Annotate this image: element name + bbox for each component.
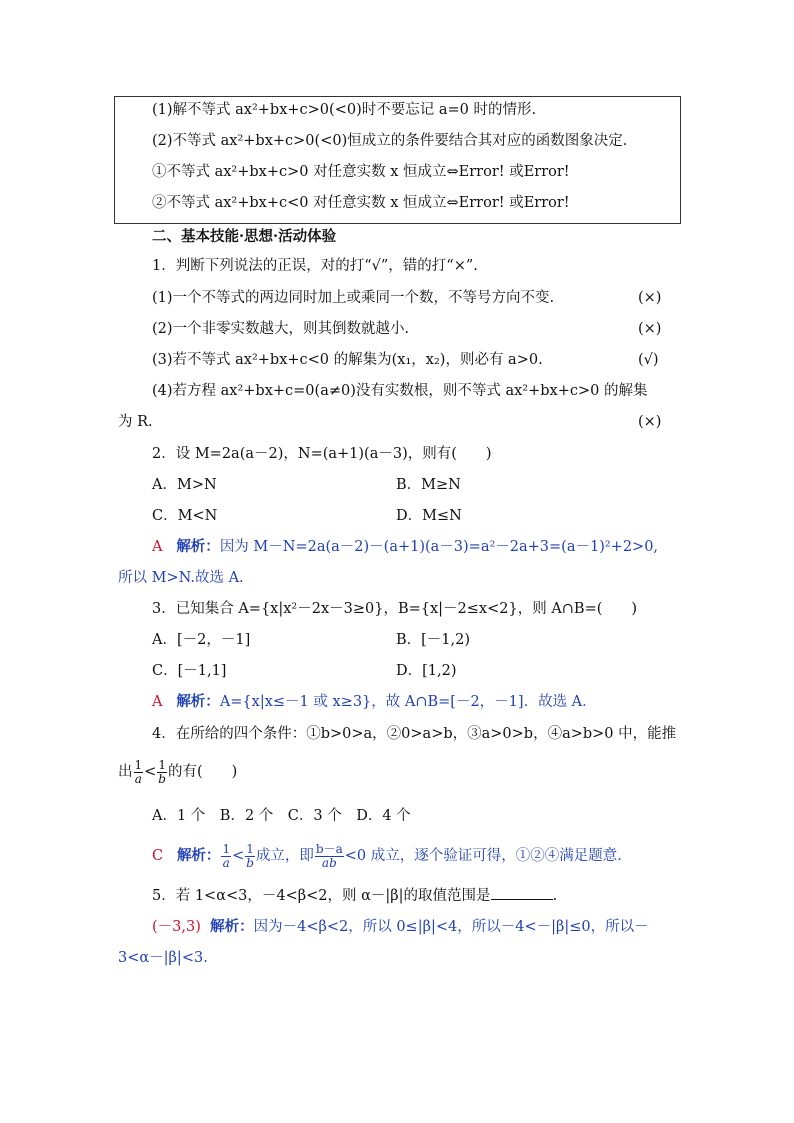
q2-solution-text: 因为 M－N=2a(a－2)－(a+1)(a－3)=a²－2a+3=(a－1)²+2>0,	[219, 539, 659, 555]
q3-solution-text: A={x|x≤－1 或 x≥3}，故 A∩B=[－2，－1]．故选 A．	[219, 694, 597, 710]
q3-option-b: B．[－1,2)	[396, 632, 471, 648]
q4-sol-frac1-den: a	[222, 855, 230, 870]
q3-stem: 3．已知集合 A={x|x²－2x－3≥0}，B={x|－2≤x<2}，则 A∩B=( )	[152, 601, 638, 617]
q1-mark-3: (√)	[638, 352, 659, 368]
q5-solution	[152, 917, 649, 937]
q4-stem: 4．在所给的四个条件：①b>0>a，②0>a>b，③a>0>b，④a>b>0 中，能推	[152, 726, 677, 742]
q5-stem: 5．若 1<α<3，－4<β<2，则 α－|β|的取值范围是	[152, 888, 491, 904]
q4-sol-fraction-3	[315, 843, 344, 870]
q3-solution-label: 解析：	[176, 693, 220, 710]
q4-frac1-num: 1	[134, 757, 143, 772]
q4-sol-fraction-2	[245, 843, 255, 870]
q4-sol-tail: <0 成立，逐个验证可得，①②④满足题意.	[344, 848, 622, 864]
q1-mark-1: (×)	[638, 290, 662, 306]
q2-option-d: D．M≤N	[396, 508, 462, 524]
q1-item-3: (3)若不等式 ax²+bx+c<0 的解集为(x₁，x₂)，则必有 a>0.	[152, 352, 543, 368]
q4-frac2-num: 1	[158, 757, 166, 772]
q4-solution-label: 解析：	[176, 847, 221, 864]
q5-solution-cont: 3<α－|β|<3.	[118, 950, 208, 966]
q2-solution-cont: 所以 M>N.故选 A.	[118, 570, 244, 586]
q2-stem: 2．设 M=2a(a－2)，N=(a+1)(a－3)，则有( )	[152, 446, 492, 462]
q5-answer: (－3,3)	[152, 919, 201, 935]
q4-stem-cont	[118, 758, 237, 786]
q1-item-4: (4)若方程 ax²+bx+c=0(a≠0)没有实数根，则不等式 ax²+bx+c>0 的解集	[152, 383, 648, 399]
q3-answer: A	[152, 694, 163, 710]
q2-solution	[152, 537, 658, 557]
q3-solution	[152, 692, 597, 712]
q3-option-d: D．[1,2)	[396, 663, 457, 679]
note-item-4: ②不等式 ax²+bx+c<0 对任意实数 x 恒成立⇔Error! 或Error!	[152, 195, 570, 211]
q4-sol-frac2-num: 1	[246, 841, 254, 856]
q4-fraction-1-over-a	[134, 759, 144, 786]
q1-item-4-cont: 为 R.	[118, 414, 153, 430]
q5-stem-end: .	[552, 888, 558, 904]
note-item-2: (2)不等式 ax²+bx+c>0(<0)恒成立的条件要结合其对应的函数图象决定.	[152, 133, 628, 149]
q3-option-c: C．[－1,1]	[152, 663, 227, 679]
q4-sol-mid: 成立，即	[255, 848, 314, 864]
q1-mark-2: (×)	[638, 321, 662, 337]
q5-stem-line	[152, 885, 557, 906]
note-item-3: ①不等式 ax²+bx+c>0 对任意实数 x 恒成立⇔Error! 或Error!	[152, 164, 570, 180]
q4-solution	[152, 841, 622, 871]
q1-item-1: (1)一个不等式的两边同时加上或乘同一个数，不等号方向不变.	[152, 290, 555, 306]
q4-frac2-den: b	[158, 771, 166, 786]
q4-stem-pre: 出	[118, 764, 133, 780]
q2-option-a: A．M>N	[152, 477, 217, 493]
q1-mark-4: (×)	[638, 414, 662, 430]
q4-lt: <	[144, 764, 157, 780]
q4-fraction-1-over-b	[157, 759, 167, 786]
q2-option-c: C．M<N	[152, 508, 218, 524]
q4-sol-fraction-1	[221, 843, 231, 870]
q4-sol-lt: <	[232, 848, 245, 864]
q3-option-a: A．[－2，－1]	[152, 632, 251, 648]
q4-options: A．1 个 B．2 个 C．3 个 D．4 个	[152, 808, 411, 824]
q4-stem-post: 的有( )	[167, 764, 238, 780]
q4-sol-frac2-den: b	[246, 855, 254, 870]
q5-solution-text: 因为－4<β<2，所以 0≤|β|<4，所以－4<－|β|≤0，所以－	[253, 919, 649, 935]
q2-option-b: B．M≥N	[396, 477, 461, 493]
q4-sol-frac3-den: ab	[321, 855, 337, 870]
q5-solution-label: 解析：	[210, 918, 254, 935]
q4-answer: C	[152, 848, 164, 864]
q2-answer: A	[152, 539, 163, 555]
q4-frac1-den: a	[134, 771, 142, 786]
note-item-1: (1)解不等式 ax²+bx+c>0(<0)时不要忘记 a=0 时的情形.	[152, 102, 537, 118]
section-title: 二、基本技能·思想·活动体验	[152, 228, 337, 245]
q1-stem: 1．判断下列说法的正误，对的打“√”，错的打“×”.	[152, 258, 478, 274]
q4-sol-frac1-num: 1	[222, 841, 231, 856]
q1-item-2: (2)一个非零实数越大，则其倒数就越小.	[152, 321, 410, 337]
q4-sol-frac3-num: b－a	[315, 841, 343, 856]
q5-answer-blank	[491, 885, 553, 900]
q2-solution-label: 解析：	[176, 538, 220, 555]
